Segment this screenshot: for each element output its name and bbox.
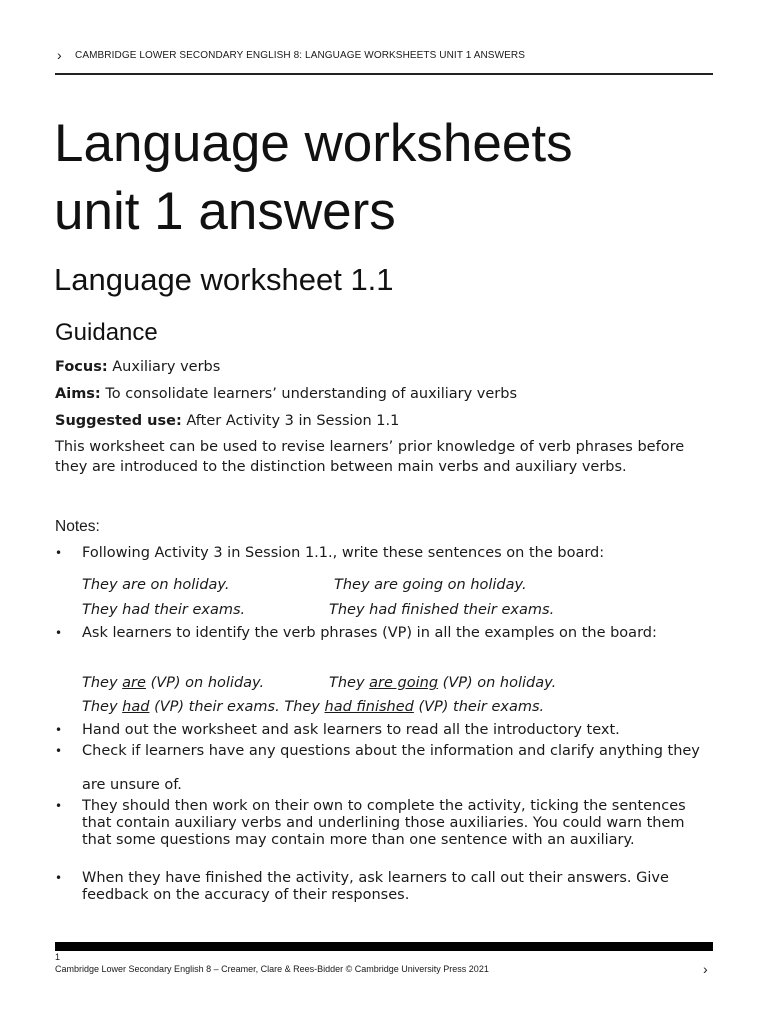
example-sentence-annotated: They are going (VP) on holiday. <box>329 675 557 691</box>
list-item-text: are unsure of. <box>82 777 182 793</box>
worksheet-heading: Language worksheet 1.1 <box>54 262 394 297</box>
guidance-heading: Guidance <box>55 319 158 346</box>
list-item-text: Check if learners have any questions about the information and clarify anything they <box>82 743 700 759</box>
list-item-text: They should then work on their own to complete the activity, ticking the sentences that contain auxiliary verbs and underlining those auxiliaries. You could warn them that some questions may contain more than one sentence with an auxiliary. <box>82 798 686 848</box>
example-sentence: They had their exams. <box>82 602 246 618</box>
bullet-icon: • <box>55 871 63 885</box>
example-sentence-annotated: They had (VP) their exams. They had finished (VP) their exams. <box>82 699 545 715</box>
running-header <box>55 47 713 75</box>
page-number: 1 <box>55 952 61 962</box>
bullet-icon: • <box>55 723 63 737</box>
focus-label: Focus: <box>55 359 108 375</box>
verb-phrase: had <box>122 699 150 715</box>
focus-value: Auxiliary verbs <box>112 359 221 375</box>
intro-paragraph: This worksheet can be used to revise learners’ prior knowledge of verb phrases before they are introduced to the distinction between main verbs and auxiliary verbs. <box>55 439 685 475</box>
example-sentence: They are on holiday. <box>82 577 230 593</box>
aims-value: To consolidate learners’ understanding of auxiliary verbs <box>105 386 518 402</box>
suggested-use-line <box>55 412 399 430</box>
aims-label: Aims: <box>55 386 101 402</box>
footer-credit: Cambridge Lower Secondary English 8 – Creamer, Clare & Rees-Bidder © Cambridge University Press 2021 <box>55 964 489 974</box>
footer-divider <box>55 942 713 951</box>
focus-line <box>55 358 220 376</box>
running-header-title: CAMBRIDGE LOWER SECONDARY ENGLISH 8: LANGUAGE WORKSHEETS UNIT 1 ANSWERS <box>75 50 525 61</box>
example-sentence: They are going on holiday. <box>334 577 527 593</box>
suggested-use-label: Suggested use: <box>55 413 182 429</box>
list-item-text: When they have finished the activity, ask learners to call out their answers. Give feedback on the accuracy of their responses. <box>82 870 669 903</box>
list-item-text: Hand out the worksheet and ask learners to read all the introductory text. <box>82 722 620 738</box>
verb-phrase: are <box>122 675 146 691</box>
chevron-right-icon: › <box>703 961 708 977</box>
example-sentence: They had finished their exams. <box>329 602 555 618</box>
list-item-text: Following Activity 3 in Session 1.1., write these sentences on the board: <box>82 545 605 561</box>
bullet-icon: • <box>55 626 63 640</box>
suggested-use-value: After Activity 3 in Session 1.1 <box>186 413 400 429</box>
bullet-icon: • <box>55 744 63 758</box>
page-title-line-1: Language worksheets <box>54 114 573 173</box>
bullet-icon: • <box>55 799 63 813</box>
page-title-line-2: unit 1 answers <box>54 182 396 241</box>
page-title <box>54 110 714 246</box>
bullet-icon: • <box>55 546 63 560</box>
verb-phrase: are going <box>369 675 439 691</box>
notes-label: Notes: <box>55 518 100 535</box>
chevron-right-icon: › <box>57 47 62 63</box>
aims-line <box>55 385 517 403</box>
list-item-text: Ask learners to identify the verb phrases (VP) in all the examples on the board: <box>82 625 657 641</box>
example-sentence-annotated: They are (VP) on holiday. <box>82 675 265 691</box>
verb-phrase: had finished <box>324 699 414 715</box>
